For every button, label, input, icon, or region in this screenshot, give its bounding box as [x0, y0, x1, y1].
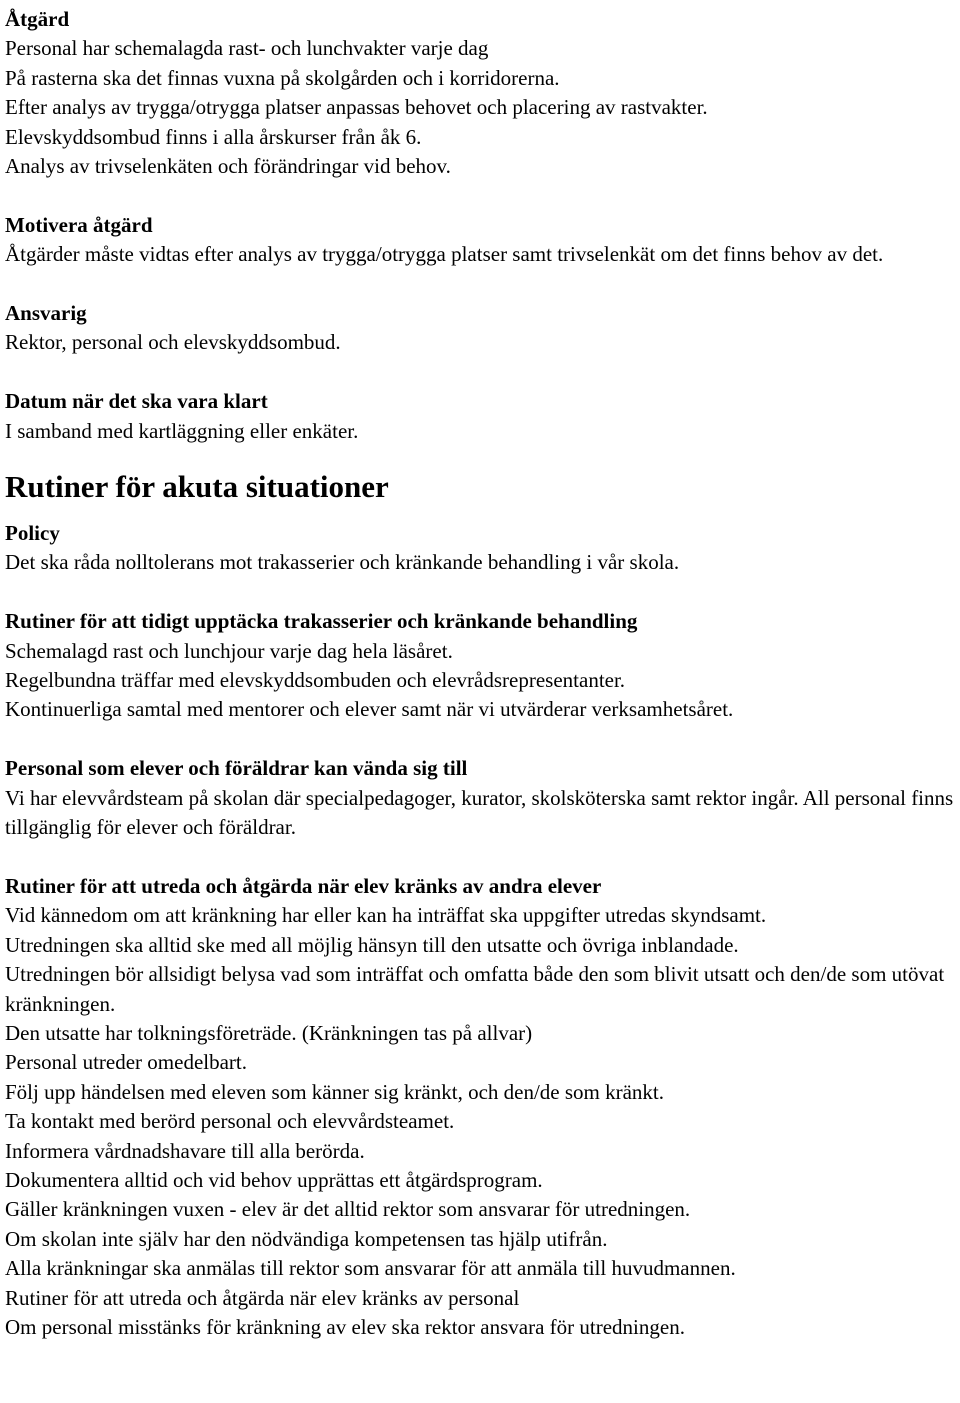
policy-text: Det ska råda nolltolerans mot trakasserier och kränkande behandling i vår skola. — [5, 550, 680, 575]
atgard-line: På rasterna ska det finnas vuxna på skolgården och i korridorerna. — [5, 65, 560, 90]
utreda-line: Alla kränkningar ska anmälas till rektor som ansvarar för att anmäla till huvudmannen. — [5, 1256, 736, 1281]
utreda-line: Följ upp händelsen med eleven som känner sig kränkt, och den/de som kränkt. — [5, 1079, 665, 1104]
motivera-heading: Motivera åtgärd — [5, 212, 153, 237]
atgard-line: Analys av trivselenkäten och förändringar vid behov. — [5, 154, 451, 179]
ansvarig-text: Rektor, personal och elevskyddsombud. — [5, 330, 341, 355]
personal-heading: Personal som elever och föräldrar kan vända sig till — [5, 756, 468, 781]
datum-heading: Datum när det ska vara klart — [5, 389, 268, 414]
atgard-line: Elevskyddsombud finns i alla årskurser från åk 6. — [5, 124, 422, 149]
spacer — [5, 270, 957, 299]
personal-text: Vi har elevvårdsteam på skolan där specialpedagoger, kurator, skolsköterska samt rektor ingår. All personal finns tillgänglig för elever och föräldrar. — [5, 785, 954, 840]
atgard-line: Personal har schemalagda rast- och lunchvakter varje dag — [5, 36, 489, 61]
ansvarig-heading: Ansvarig — [5, 301, 87, 326]
atgard-heading: Åtgärd — [5, 7, 70, 31]
utreda-line: Informera vårdnadshavare till alla berörda. — [5, 1138, 365, 1163]
atgard-line: Efter analys av trygga/otrygga platser anpassas behovet och placering av rastvakter. — [5, 95, 708, 120]
utreda-line: Rutiner för att utreda och åtgärda när elev kränks av personal — [5, 1285, 520, 1310]
upptacka-heading: Rutiner för att tidigt upptäcka trakasserier och kränkande behandling — [5, 609, 638, 634]
utreda-line: Ta kontakt med berörd personal och elevvårdsteamet. — [5, 1109, 455, 1134]
spacer — [5, 358, 957, 387]
spacer — [5, 725, 957, 754]
utreda-line: Dokumentera alltid och vid behov upprättas ett åtgärdsprogram. — [5, 1167, 543, 1192]
utreda-line: Utredningen bör allsidigt belysa vad som inträffat och omfatta både den som blivit utsatt och den/de som utövat kränkningen. — [5, 962, 945, 1016]
document-page — [5, 5, 957, 1342]
spacer — [5, 842, 957, 871]
section-title: Rutiner för akuta situationer — [5, 469, 389, 505]
motivera-text: Åtgärder måste vidtas efter analys av trygga/otrygga platser samt trivselenkät om det finns behov av det. — [5, 242, 884, 267]
utreda-heading: Rutiner för att utreda och åtgärda när elev kränks av andra elever — [5, 873, 602, 898]
policy-heading: Policy — [5, 521, 60, 546]
spacer — [5, 181, 957, 210]
utreda-line: Den utsatte har tolkningsföreträde. (Kränkningen tas på allvar) — [5, 1020, 533, 1045]
utreda-line: Vid kännedom om att kränkning har eller kan ha inträffat ska uppgifter utredas skyndsamt. — [5, 903, 767, 928]
utreda-line: Om personal misstänks för kränkning av elev ska rektor ansvara för utredningen. — [5, 1314, 685, 1339]
utreda-line: Personal utreder omedelbart. — [5, 1050, 247, 1075]
spacer — [5, 578, 957, 607]
upptacka-line: Schemalagd rast och lunchjour varje dag hela läsåret. — [5, 638, 453, 663]
upptacka-line: Regelbundna träffar med elevskyddsombuden och elevrådsrepresentanter. — [5, 668, 626, 693]
utreda-line: Om skolan inte själv har den nödvändiga kompetensen tas hjälp utifrån. — [5, 1226, 608, 1251]
utreda-line: Gäller kränkningen vuxen - elev är det alltid rektor som ansvarar för utredningen. — [5, 1197, 691, 1222]
upptacka-line: Kontinuerliga samtal med mentorer och elever samt när vi utvärderar verksamhetsåret. — [5, 697, 734, 722]
utreda-line: Utredningen ska alltid ske med all möjlig hänsyn till den utsatte och övriga inblandade. — [5, 932, 739, 957]
datum-text: I samband med kartläggning eller enkäter. — [5, 418, 359, 443]
